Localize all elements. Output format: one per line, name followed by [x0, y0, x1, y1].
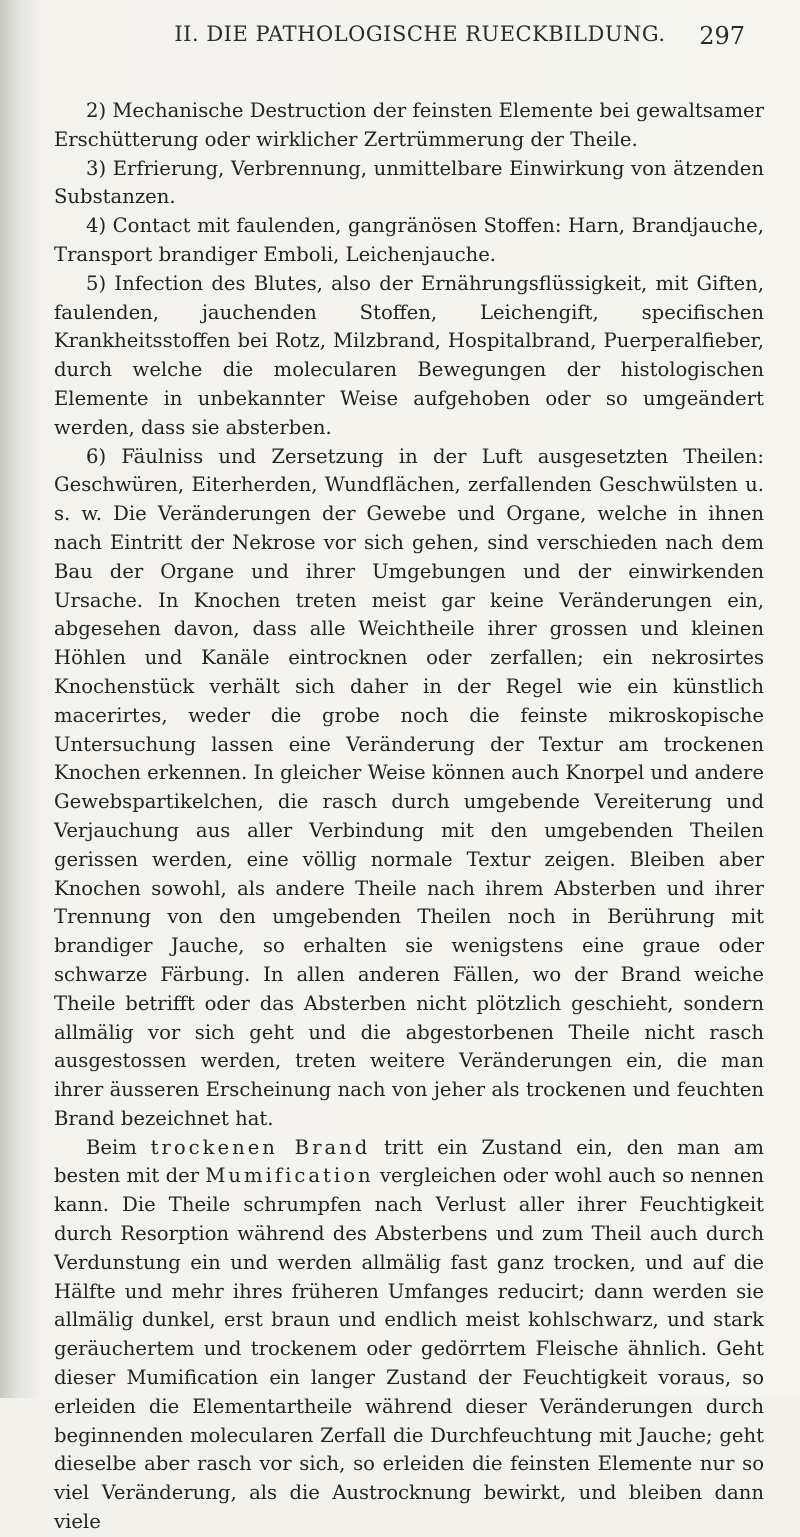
list-item-contact-putrid-substances: 4) Contact mit faulenden, gangränösen Stoffen: Harn, Brandjauche, Transport brandiger Emboli, Leichenjauche. [54, 214, 764, 266]
paragraph-dry-gangrene [54, 1134, 764, 1537]
dry-gangrene-intro: Beim [86, 1135, 151, 1159]
term-mumification: Mumification [205, 1164, 374, 1188]
term-dry-gangrene: trockenen Brand [150, 1135, 371, 1159]
body-text [54, 97, 764, 1537]
dry-gangrene-rest: vergleichen oder wohl auch so nennen kann. Die Theile schrumpfen nach Verlust aller ihrer Feuchtigkeit durch Resorption während des Absterbens und zum Theil auch durch Verdunstung ein und werden allmälig fast ganz trocken, und auf die Hälfte und mehr ihres früheren Umfanges reducirt; dann werden sie allmälig dunkel, erst braun und endlich meist kohlschwarz, und stark geräuchertem und trockenem oder gedörrtem Fleische ähnlich. Geht dieser Mumification ein langer Zustand der Feuchtigkeit voraus, so erleiden die Elementartheile während dieser Veränderungen durch beginnenden molecularen Zerfall die Durchfeuchtung mit Jauche; geht dieselbe aber rasch vor sich, so erleiden die feinsten Elemente nur so viel Veränderung, als die Austrocknung bewirkt, und bleiben dann viele [54, 1164, 764, 1534]
list-item-mechanical-destruction: 2) Mechanische Destruction der feinsten Elemente bei gewaltsamer Erschütterung oder wirklicher Zertrümmerung der Theile. [54, 99, 764, 151]
page-number: 297 [699, 22, 745, 50]
list-item-freezing-burning: 3) Erfrierung, Verbrennung, unmittelbare Einwirkung von ätzenden Substanzen. [54, 156, 764, 209]
list-item-putrefaction: 6) Fäulniss und Zersetzung in der Luft ausgesetzten Theilen: Geschwüren, Eiterherden, Wundflächen, zerfallenden Geschwülsten u. s. w. Die Veränderungen der Gewebe und Organe, welche in ihnen nach Eintritt der Nekrose vor sich gehen, sind verschieden nach dem Bau der Organe und ihrer Umgebungen und der einwirkenden Ursache. In Knochen treten meist gar keine Veränderungen ein, abgesehen davon, dass alle Weichtheile ihrer grossen und kleinen Höhlen und Kanäle eintrocknen oder zerfallen; ein nekrosirtes Knochenstück verhält sich daher in der Regel wie ein künstlich macerirtes, weder die grobe noch die feinste mikroskopische Untersuchung lassen eine Veränderung der Textur am trockenen Knochen erkennen. In gleicher Weise können auch Knorpel und andere Gewebspartikelchen, die rasch durch umgebende Vereiterung und Verjauchung aus aller Verbindung mit den umgebenden Theilen gerissen werden, eine völlig normale Textur zeigen. Bleiben aber Knochen sowohl, als andere Theile nach ihrem Absterben und ihrer Trennung von den umgebenden Theilen noch in Berührung mit brandiger Jauche, so erhalten sie wenigstens eine graue oder schwarze Färbung. In allen anderen Fällen, wo der Brand weiche Theile betrifft oder das Absterben nicht plötzlich geschieht, sondern allmälig vor sich geht und die abgestorbenen Theile nicht rasch ausgestossen werden, treten weitere Veränderungen ein, die man ihrer äusseren Erscheinung nach von jeher als trockenen und feuchten Brand bezeichnet hat. [54, 444, 764, 1130]
running-header [95, 22, 745, 52]
list-item-blood-infection: 5) Infection des Blutes, also der Ernährungsflüssigkeit, mit Giften, faulenden, jauchenden Stoffen, Leichengift, specifischen Krankheitsstoffen bei Rotz, Milzbrand, Hospitalbrand, Puerperalfieber, durch welche die molecularen Bewegungen der histologischen Elemente in unbekannter Weise aufgehoben oder so umgeändert werden, dass sie absterben. [54, 271, 764, 439]
chapter-heading: II. DIE PATHOLOGISCHE RUECKBILDUNG. [174, 22, 666, 46]
dry-gangrene-mid: tritt ein Zustand ein, den man am besten mit der [54, 1135, 764, 1188]
